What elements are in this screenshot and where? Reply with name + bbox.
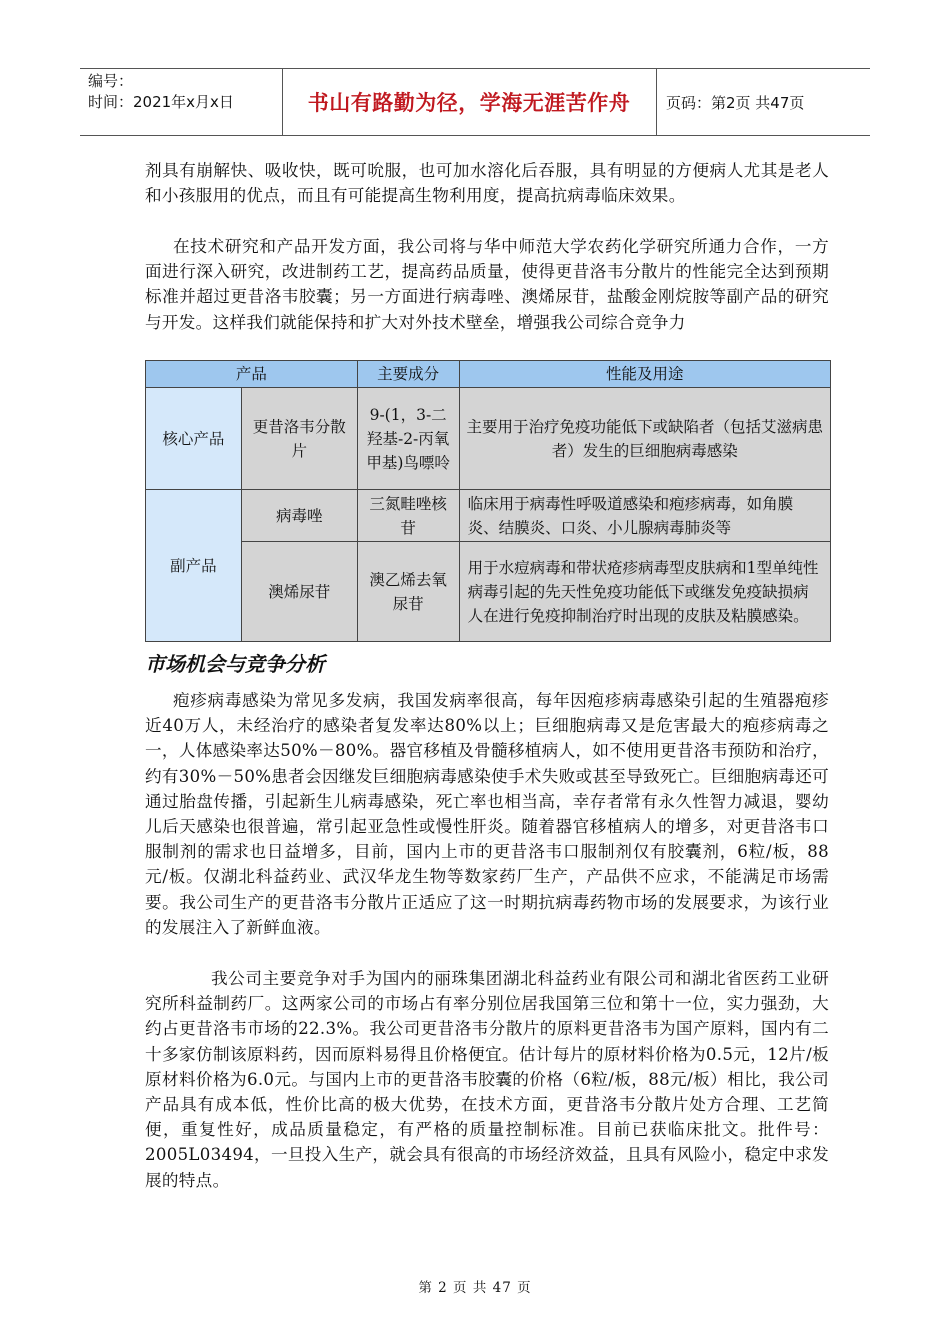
header-page-info: 页码：第2页 共47页 (666, 93, 805, 112)
product-use: 主要用于治疗免疫功能低下或缺陷者（包括艾滋病患者）发生的巨细胞病毒感染 (459, 388, 830, 490)
product-ingredient: 9-(1，3-二羟基-2-丙氧甲基)鸟嘌呤 (357, 388, 459, 490)
paragraph-rnd: 在技术研究和产品开发方面，我公司将与华中师范大学农药化学研究所通力合作，一方面进行深入研究，改进制药工艺，提高药品质量，使得更昔洛韦分散片的性能完全达到预期标准并超过更昔洛韦胶囊；另一方面进行病毒唑、澳烯尿苷，盐酸金刚烷胺等副产品的研究与开发。这样我们就能保持和扩大对外技术壁垒，增强我公司综合竞争力 (145, 237, 829, 332)
section-title: 市场机会与竞争分析 (145, 652, 325, 676)
product-name: 澳烯尿苷 (241, 542, 357, 642)
paragraph-competition: 我公司主要竞争对手为国内的丽珠集团湖北科益药业有限公司和湖北省医药工业研究所科益制药厂。这两家公司的市场占有率分别位居我国第三位和第十一位，实力强劲，大约占更昔洛韦市场的22.3%。我公司更昔洛韦分散片的原料更昔洛韦为国产原料，国内有二十多家仿制该原料药，因而原料易得且价格便宜。估计每片的原材料价格为0.5元，12片/板原材料价格为6.0元。与国内上市的更昔洛韦胶囊的价格（6粒/板，88元/板）相比，我公司产品具有成本低，性价比高的极大优势，在技术方面，更昔洛韦分散片处方合理、工艺简便，重复性好，成品质量稳定，有严格的质量控制标准。目前已获临床批文。批件号：2005L03494，一旦投入生产，就会具有很高的市场经济效益，且具有风险小，稳定中求发展的特点。 (145, 969, 829, 1190)
table-header: 主要成分 (357, 361, 459, 388)
paragraph-market: 疱疹病毒感染为常见多发病，我国发病率很高，每年因疱疹病毒感染引起的生殖器疱疹近40万人，未经治疗的感染者复发率达80%以上；巨细胞病毒又是危害最大的疱疹病毒之一，人体感染率达50%－80%。器官移植及骨髓移植病人，如不使用更昔洛韦预防和治疗，约有30%－50%患者会因继发巨细胞病毒感染使手术失败或甚至导致死亡。巨细胞病毒还可通过胎盘传播，引起新生儿病毒感染，死亡率也相当高，幸存者常有永久性智力减退，婴幼儿后天感染也很普遍，常引起亚急性或慢性肝炎。随着器官移植病人的增多，对更昔洛韦口服制剂的需求也日益增多，目前，国内上市的更昔洛韦口服制剂仅有胶囊剂，6粒/板，88元/板。仅湖北科益药业、武汉华龙生物等数家药厂生产，产品供不应求，不能满足市场需要。我公司生产的更昔洛韦分散片正适应了这一时期抗病毒药物市场的发展要求，为该行业的发展注入了新鲜血液。 (145, 691, 829, 937)
page-header (80, 68, 870, 136)
doc-number-label: 编号： (88, 72, 134, 90)
page-footer: 第 2 页 共 47 页 (418, 1280, 532, 1296)
table-header: 产品 (146, 361, 358, 388)
table-row (146, 542, 831, 642)
time-label: 时间：2021年x月x日 (88, 93, 234, 111)
table-header: 性能及用途 (459, 361, 830, 388)
header-motto: 书山有路勤为径，学海无涯苦作舟 (307, 91, 631, 115)
category-core: 核心产品 (146, 388, 242, 490)
product-use: 用于水痘病毒和带状疮疹病毒型皮肤病和1型单纯性病毒引起的先天性免疫功能低下或继发免疫缺损病人在进行免疫抑制治疗时出现的皮肤及粘膜感染。 (459, 542, 830, 642)
product-table (145, 360, 831, 642)
product-use: 临床用于病毒性呼吸道感染和疱疹病毒，如角膜炎、结膜炎、口炎、小儿腺病毒肺炎等 (459, 490, 830, 542)
product-name: 更昔洛韦分散片 (241, 388, 357, 490)
table-row (146, 490, 831, 542)
paragraph-intro: 剂具有崩解快、吸收快，既可吮服，也可加水溶化后吞服，具有明显的方便病人尤其是老人和小孩服用的优点，而且有可能提高生物利用度，提高抗病毒临床效果。 (145, 161, 829, 206)
header-divider (656, 68, 657, 136)
product-ingredient: 三氮畦唑核苷 (357, 490, 459, 542)
product-ingredient: 澳乙烯去氧尿苷 (357, 542, 459, 642)
header-meta (88, 71, 234, 113)
table-header-row (146, 361, 831, 388)
category-by-product: 副产品 (146, 490, 242, 642)
product-name: 病毒唑 (241, 490, 357, 542)
table-row (146, 388, 831, 490)
